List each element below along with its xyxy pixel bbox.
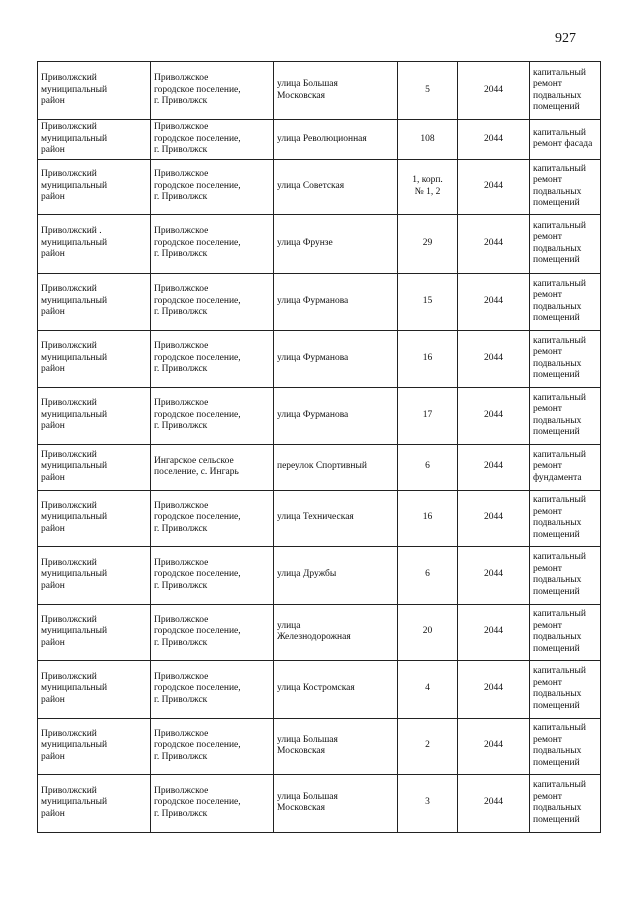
house-number-cell: 16 (398, 330, 458, 387)
work-type-cell: капитальный ремонт подвальных помещений (530, 718, 601, 774)
house-number-cell: 5 (398, 62, 458, 120)
house-number-cell: 17 (398, 387, 458, 444)
work-type-cell: капитальный ремонт фундамента (530, 444, 601, 490)
district-cell: Приволжский муниципальный район (38, 159, 151, 214)
house-number-cell: 3 (398, 774, 458, 832)
table-row (38, 330, 601, 387)
table-body (38, 62, 601, 833)
district-cell: Приволжский муниципальный район (38, 387, 151, 444)
street-cell: улица Большая Московская (274, 774, 398, 832)
settlement-cell: Приволжское городское поселение, г. Приволжск (151, 159, 274, 214)
district-cell: Приволжский муниципальный район (38, 774, 151, 832)
work-type-cell: капитальный ремонт подвальных помещений (530, 660, 601, 718)
work-type-cell: капитальный ремонт подвальных помещений (530, 387, 601, 444)
settlement-cell: Приволжское городское поселение, г. Приволжск (151, 387, 274, 444)
district-cell: Приволжский муниципальный район (38, 490, 151, 546)
year-cell: 2044 (458, 62, 530, 120)
house-number-cell: 6 (398, 546, 458, 604)
year-cell: 2044 (458, 490, 530, 546)
settlement-cell: Ингарское сельское поселение, с. Ингарь (151, 444, 274, 490)
settlement-cell: Приволжское городское поселение, г. Приволжск (151, 273, 274, 330)
house-number-cell: 15 (398, 273, 458, 330)
street-cell: улица Техническая (274, 490, 398, 546)
street-cell: улица Большая Московская (274, 62, 398, 120)
table-row (38, 62, 601, 120)
street-cell: улица Большая Московская (274, 718, 398, 774)
year-cell: 2044 (458, 604, 530, 660)
street-cell: улица Фурманова (274, 330, 398, 387)
house-number-cell: 16 (398, 490, 458, 546)
settlement-cell: Приволжское городское поселение, г. Приволжск (151, 774, 274, 832)
settlement-cell: Приволжское городское поселение, г. Приволжск (151, 604, 274, 660)
district-cell: Приволжский муниципальный район (38, 120, 151, 160)
house-number-cell: 6 (398, 444, 458, 490)
settlement-cell: Приволжское городское поселение, г. Приволжск (151, 330, 274, 387)
table-row (38, 546, 601, 604)
district-cell: Приволжский муниципальный район (38, 660, 151, 718)
table-row (38, 718, 601, 774)
settlement-cell: Приволжское городское поселение, г. Приволжск (151, 660, 274, 718)
year-cell: 2044 (458, 718, 530, 774)
work-type-cell: капитальный ремонт фасада (530, 120, 601, 160)
district-cell: Приволжский . муниципальный район (38, 214, 151, 273)
table-row (38, 604, 601, 660)
street-cell: улица Фрунзе (274, 214, 398, 273)
house-number-cell: 20 (398, 604, 458, 660)
year-cell: 2044 (458, 387, 530, 444)
year-cell: 2044 (458, 660, 530, 718)
year-cell: 2044 (458, 159, 530, 214)
house-number-cell: 4 (398, 660, 458, 718)
work-type-cell: капитальный ремонт подвальных помещений (530, 330, 601, 387)
work-type-cell: капитальный ремонт подвальных помещений (530, 546, 601, 604)
street-cell: улица Революционная (274, 120, 398, 160)
street-cell: улица Советская (274, 159, 398, 214)
house-number-cell: 2 (398, 718, 458, 774)
settlement-cell: Приволжское городское поселение, г. Приволжск (151, 214, 274, 273)
settlement-cell: Приволжское городское поселение, г. Приволжск (151, 120, 274, 160)
table-row (38, 159, 601, 214)
table-row (38, 490, 601, 546)
house-number-cell: 1, корп. № 1, 2 (398, 159, 458, 214)
work-type-cell: капитальный ремонт подвальных помещений (530, 774, 601, 832)
district-cell: Приволжский муниципальный район (38, 718, 151, 774)
year-cell: 2044 (458, 774, 530, 832)
table-row (38, 774, 601, 832)
table-row (38, 444, 601, 490)
year-cell: 2044 (458, 444, 530, 490)
year-cell: 2044 (458, 273, 530, 330)
street-cell: улица Дружбы (274, 546, 398, 604)
district-cell: Приволжский муниципальный район (38, 444, 151, 490)
table-row (38, 273, 601, 330)
district-cell: Приволжский муниципальный район (38, 62, 151, 120)
district-cell: Приволжский муниципальный район (38, 330, 151, 387)
street-cell: переулок Спортивный (274, 444, 398, 490)
settlement-cell: Приволжское городское поселение, г. Приволжск (151, 718, 274, 774)
house-number-cell: 29 (398, 214, 458, 273)
house-number-cell: 108 (398, 120, 458, 160)
table-row (38, 214, 601, 273)
district-cell: Приволжский муниципальный район (38, 546, 151, 604)
table-row (38, 120, 601, 160)
street-cell: улица Костромская (274, 660, 398, 718)
work-type-cell: капитальный ремонт подвальных помещений (530, 159, 601, 214)
settlement-cell: Приволжское городское поселение, г. Приволжск (151, 490, 274, 546)
work-type-cell: капитальный ремонт подвальных помещений (530, 62, 601, 120)
year-cell: 2044 (458, 120, 530, 160)
district-cell: Приволжский муниципальный район (38, 604, 151, 660)
street-cell: улица Фурманова (274, 387, 398, 444)
table-row (38, 387, 601, 444)
street-cell: улица Фурманова (274, 273, 398, 330)
street-cell: улица Железнодорожная (274, 604, 398, 660)
table-row (38, 660, 601, 718)
work-type-cell: капитальный ремонт подвальных помещений (530, 490, 601, 546)
work-type-cell: капитальный ремонт подвальных помещений (530, 604, 601, 660)
settlement-cell: Приволжское городское поселение, г. Приволжск (151, 62, 274, 120)
settlement-cell: Приволжское городское поселение, г. Приволжск (151, 546, 274, 604)
district-cell: Приволжский муниципальный район (38, 273, 151, 330)
page-number: 927 (555, 31, 576, 46)
repair-schedule-table (37, 61, 601, 833)
work-type-cell: капитальный ремонт подвальных помещений (530, 273, 601, 330)
year-cell: 2044 (458, 546, 530, 604)
work-type-cell: капитальный ремонт подвальных помещений (530, 214, 601, 273)
year-cell: 2044 (458, 330, 530, 387)
year-cell: 2044 (458, 214, 530, 273)
